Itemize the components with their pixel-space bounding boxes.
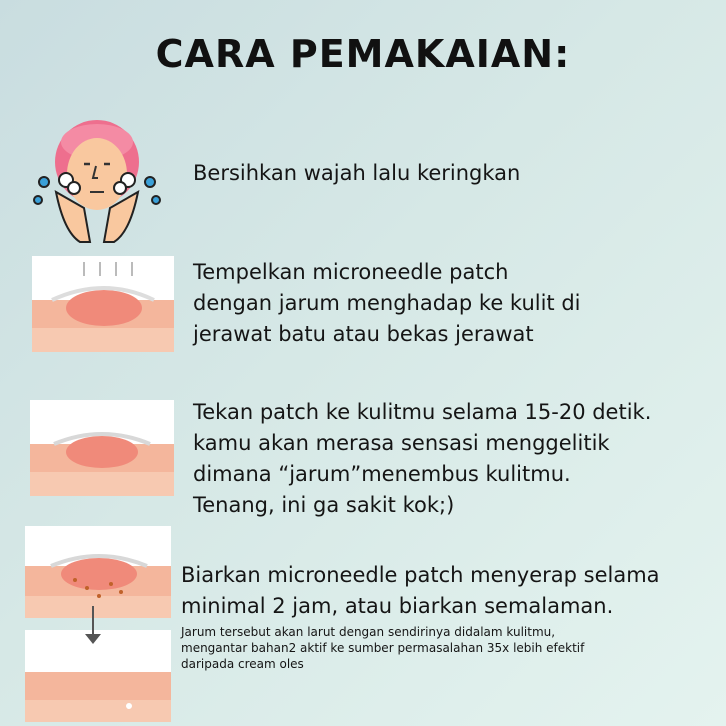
step-3-text xyxy=(193,397,651,521)
step-2-line: jerawat batu atau bekas jerawat xyxy=(193,322,534,346)
step-2-line: Tempelkan microneedle patch xyxy=(193,260,509,284)
step-3 xyxy=(0,394,726,517)
patch-dissolve-illustration xyxy=(25,526,171,722)
step-3-line: Tekan patch ke kulitmu selama 15-20 detik. xyxy=(193,400,652,424)
step-3-line: Tenang, ini ga sakit kok;) xyxy=(193,493,455,517)
step-2-text xyxy=(193,257,581,350)
step-2-line: dengan jarum menghadap ke kulit di xyxy=(193,291,581,315)
step-4-text xyxy=(181,560,660,622)
step-4-note-line: Jarum tersebut akan larut dengan sendirinya didalam kulitmu, xyxy=(181,625,556,639)
step-4-line: Biarkan microneedle patch menyerap selama xyxy=(181,563,660,587)
step-4-note-line: daripada cream oles xyxy=(181,657,304,671)
step-1-text xyxy=(193,158,520,189)
page-title: CARA PEMAKAIAN: xyxy=(155,32,571,76)
step-1 xyxy=(0,112,726,252)
step-4-note-line: mengantar bahan2 aktif ke sumber permasalahan 35x lebih efektif xyxy=(181,641,585,655)
step-1-line: Bersihkan wajah lalu keringkan xyxy=(193,161,521,185)
step-4 xyxy=(0,524,726,722)
step-3-line: dimana “jarum”menembus kulitmu. xyxy=(193,462,571,486)
step-4-line: minimal 2 jam, atau biarkan semalaman. xyxy=(181,594,614,618)
step-2 xyxy=(0,256,726,356)
patch-apply-illustration xyxy=(32,256,174,352)
face-washing-icon xyxy=(30,112,165,247)
step-3-line: kamu akan merasa sensasi menggelitik xyxy=(193,431,610,455)
patch-press-illustration xyxy=(30,400,174,496)
step-4-note xyxy=(181,624,584,672)
